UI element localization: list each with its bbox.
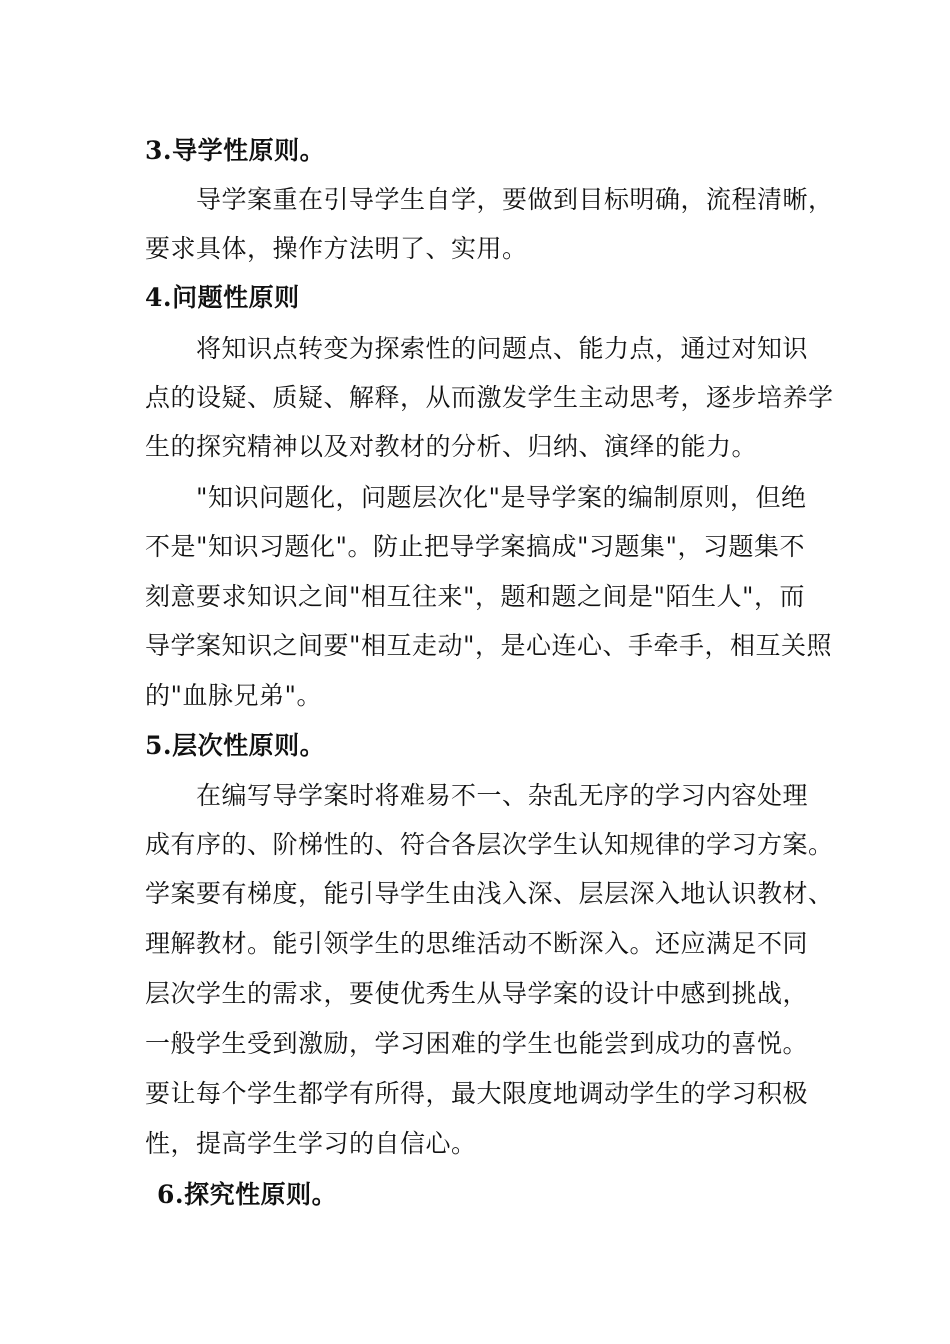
heading-6: 6.探究性原则。: [157, 1180, 338, 1209]
heading-3: 3.导学性原则。: [145, 136, 326, 165]
paragraph-line: 将知识点转变为探索性的问题点、能力点，通过对知识: [196, 334, 809, 363]
paragraph-line: 导学案重在引导学生自学，要做到目标明确，流程清晰，: [196, 185, 834, 214]
paragraph-line: 要求具体，操作方法明了、实用。: [145, 234, 528, 263]
paragraph-line: "知识问题化，问题层次化"是导学案的编制原则，但绝: [196, 483, 807, 512]
paragraph-line: 的"血脉兄弟"。: [145, 681, 322, 710]
paragraph-line: 成有序的、阶梯性的、符合各层次学生认知规律的学习方案。: [145, 830, 834, 859]
paragraph-line: 导学案知识之间要"相互走动"，是心连心、手牵手，相互关照: [145, 631, 833, 660]
paragraph-line: 学案要有梯度，能引导学生由浅入深、层层深入地认识教材、: [145, 879, 834, 908]
paragraph-line: 点的设疑、质疑、解释，从而激发学生主动思考，逐步培养学: [145, 383, 834, 412]
paragraph-line: 在编写导学案时将难易不一、杂乱无序的学习内容处理: [196, 781, 809, 810]
heading-4: 4.问题性原则: [145, 283, 300, 312]
paragraph-line: 不是"知识习题化"。防止把导学案搞成"习题集"，习题集不: [145, 532, 805, 561]
paragraph-line: 生的探究精神以及对教材的分析、归纳、演绎的能力。: [145, 432, 758, 461]
paragraph-line: 层次学生的需求，要使优秀生从导学案的设计中感到挑战，: [145, 979, 809, 1008]
paragraph-line: 刻意要求知识之间"相互往来"，题和题之间是"陌生人"，而: [145, 582, 805, 611]
paragraph-line: 理解教材。能引领学生的思维活动不断深入。还应满足不同: [145, 929, 809, 958]
paragraph-line: 性，提高学生学习的自信心。: [145, 1129, 477, 1158]
heading-5: 5.层次性原则。: [145, 731, 326, 760]
paragraph-line: 一般学生受到激励，学习困难的学生也能尝到成功的喜悦。: [145, 1029, 809, 1058]
paragraph-line: 要让每个学生都学有所得，最大限度地调动学生的学习积极: [145, 1079, 809, 1108]
